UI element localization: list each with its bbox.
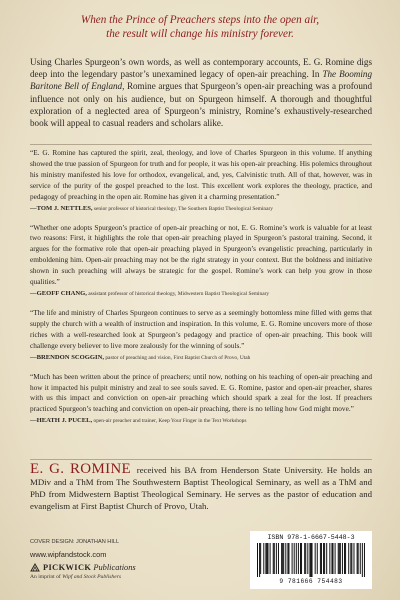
barcode-bar: [348, 543, 349, 574]
description-part-2: , Romine argues that Spurgeon’s open-air preaching was a profound influence not only on his audience, but on Spurgeon himself. A thorough and thoughtful exploration of a neglected area of Spurgeon’s ministry, Romine’s exhaustively-researched book will appeal to casual readers and scholars alike.: [30, 81, 372, 129]
barcode-bar: [300, 543, 301, 574]
barcode-bar: [333, 543, 334, 574]
barcode-bar: [305, 543, 306, 574]
barcode-bar: [278, 543, 279, 574]
barcode-bar: [274, 543, 275, 574]
endorsements: [30, 148, 372, 435]
endorsement: [30, 148, 372, 214]
barcode-bar: [344, 543, 345, 574]
barcode-bar: [362, 543, 363, 577]
barcode-bar: [329, 543, 330, 574]
barcode-bar: [257, 543, 258, 577]
barcode-icon: [257, 543, 365, 577]
publisher-name: PICKWICK: [43, 563, 92, 572]
barcode-digits: 9 781666 754483: [279, 578, 343, 585]
barcode-bar: [339, 543, 340, 574]
imprint-publisher: Wipf and Stock Publishers: [62, 574, 122, 580]
barcode-bar: [270, 543, 271, 574]
divider-bottom: [30, 459, 372, 460]
barcode-bar: [266, 543, 267, 574]
endorsement-quote: “Much has been written about the prince of preachers; until now, nothing on his teaching of open-air preaching and how it impacted his pulpit ministry and zeal to see souls saved. E. G. Romine, pastor and open-air preacher, shares with us this impact and conviction on open-air preaching which should spark a zeal for the lost. If preachers practiced Spurgeon’s teaching and conviction on open-air preaching, there is no telling how God might move.”: [30, 371, 372, 414]
barcode-bar: [260, 543, 261, 574]
barcode-bar: [357, 543, 358, 574]
barcode-bar: [276, 543, 277, 574]
barcode-bar: [312, 543, 313, 577]
author-bio-text: received his BA from Henderson State University. He holds an MDiv and a ThM from The Southwestern Baptist Theological Seminary, as well as a ThM and PhD from Midwestern Baptist Theological Seminary. He serves as the pastor of education and evangelism at First Baptist Church of Provo, Utah.: [30, 465, 373, 511]
barcode-bar: [351, 543, 352, 574]
barcode-bar: [301, 543, 302, 574]
imprint-prefix: An imprint of: [30, 574, 63, 580]
endorser-name: —TOM J. NETTLES,: [30, 204, 93, 212]
barcode-bar: [296, 543, 297, 574]
endorsement-quote: “E. G. Romine has captured the spirit, zeal, theology, and love of Charles Spurgeon in this volume. If anything showed the true passion of Spurgeon for truth and for people, it was his open-air preaching. His polemics throughout his ministry manifested his love for orthodox, evangelical, and, yes, Calvinistic truth. All of that, however, was in service of the purity of the gospel preached to the lost. This excellent work explores the theology, practice, and pedagogy of preaching in the open air. Romine has given it a charming presentation.”: [30, 148, 372, 201]
barcode-bar: [259, 543, 260, 577]
endorser-title: open-air preacher and trainer, Keep Your Finger in the Text Workshops: [92, 418, 247, 425]
endorsement-attribution: [30, 289, 372, 299]
tagline: [20, 13, 380, 41]
divider-top: [30, 144, 372, 145]
endorsement: [30, 372, 372, 427]
barcode-bar: [288, 543, 289, 574]
barcode-bar: [263, 543, 264, 574]
barcode-bar: [317, 543, 318, 574]
barcode-bar: [342, 543, 343, 574]
barcode-bar: [283, 543, 284, 574]
barcode-bar: [335, 543, 336, 574]
author-name: E. G. ROMINE: [30, 461, 131, 477]
barcode-bar: [310, 543, 311, 577]
barcode-bar: [273, 543, 274, 574]
barcode-bar: [265, 543, 266, 574]
endorsement-attribution: [30, 204, 372, 214]
endorsement: [30, 223, 372, 299]
barcode-bar: [364, 543, 365, 577]
book-title: The Booming Baritone Bell of England: [30, 69, 372, 92]
author-bio: [30, 461, 373, 513]
cover-design-credit: COVER DESIGN: JONATHAN HILL: [30, 539, 120, 545]
pickwick-mark-icon: [30, 563, 40, 572]
barcode-bar: [307, 543, 308, 574]
endorsement-attribution: [30, 353, 372, 363]
endorser-name: —GEOFF CHANG,: [30, 289, 87, 297]
book-description: [30, 56, 372, 129]
endorsement-quote: “The life and ministry of Charles Spurgeon continues to serve as a seemingly bottomless mine filled with gems that supply the church with a wealth of instruction and inspiration. In this volume, E. G. Romine uncovers more of those riches with a well-researched look at Spurgeon’s pedagogy and practice of open-air preaching. This book will challenge every believer to live more zealously for the winning of souls.”: [30, 307, 372, 350]
endorsement: [30, 308, 372, 363]
endorser-title: senior professor of historical theology, The Southern Baptist Theological Seminary: [92, 205, 273, 212]
barcode-bar: [358, 543, 359, 574]
endorser-name: —HEATH J. PUCEL,: [30, 417, 93, 425]
barcode-bar: [287, 543, 288, 574]
publisher-website[interactable]: www.wipfandstock.com: [30, 550, 107, 559]
publisher-suffix: Publications: [93, 563, 136, 572]
barcode-bar: [282, 543, 283, 574]
barcode-bar: [298, 543, 299, 574]
barcode-bar: [326, 543, 327, 574]
barcode-bar: [285, 543, 286, 574]
barcode-bar: [350, 543, 351, 574]
barcode-bar: [281, 543, 282, 574]
barcode-bar: [294, 543, 295, 574]
endorsement-quote: “Whether one adopts Spurgeon’s practice of open-air preaching or not, E. G. Romine’s work is valuable for at least two reasons: First, it highlights the role that open-air preaching played in Spurgeon’s pastoral training. Second, it argues for the formative role that open-air preaching played in Spurgeon’s evangelistic preaching, particularly in emboldening him. Open-air preaching may not be the right strategy in your context. But the boldness and initiative shown in such preaching will always be strategic for the gospel. Romine’s work can help you grow in those qualities.”: [30, 222, 372, 287]
barcode-bar: [340, 543, 341, 574]
endorser-title: assistant professor of historical theology, Midwestern Baptist Theological Seminary: [86, 290, 270, 297]
barcode-bar: [320, 543, 321, 574]
barcode-bar: [321, 543, 322, 574]
barcode-bar: [360, 543, 361, 574]
barcode-bar: [309, 543, 310, 577]
endorser-title: pastor of preaching and vision, First Baptist Church of Provo, Utah: [104, 354, 251, 361]
barcode-bar: [345, 543, 346, 574]
isbn-barcode: [250, 531, 372, 589]
barcode-bar: [353, 543, 354, 574]
tagline-line-1: When the Prince of Preachers steps into the open air,: [80, 14, 320, 26]
barcode-bar: [331, 543, 332, 574]
publisher-logo: [30, 563, 136, 572]
imprint-line: [30, 574, 121, 580]
barcode-bar: [338, 543, 339, 574]
barcode-bar: [304, 543, 305, 574]
endorsement-attribution: [30, 416, 372, 426]
barcode-bar: [267, 543, 268, 574]
barcode-bar: [324, 543, 325, 574]
description-part-1: Using Charles Spurgeon’s own words, as well as contemporary accounts, E. G. Romine digs deep into the legendary pastor’s unexamined legacy of open-air preaching. In: [30, 57, 372, 80]
endorser-name: —BRENDON SCOGGIN,: [30, 353, 105, 361]
isbn-number: ISBN 978-1-6667-5448-3: [267, 534, 355, 541]
barcode-bar: [315, 543, 316, 574]
tagline-line-2: the result will change his ministry forever.: [106, 28, 294, 40]
barcode-bar: [323, 543, 324, 574]
barcode-bar: [292, 543, 293, 574]
